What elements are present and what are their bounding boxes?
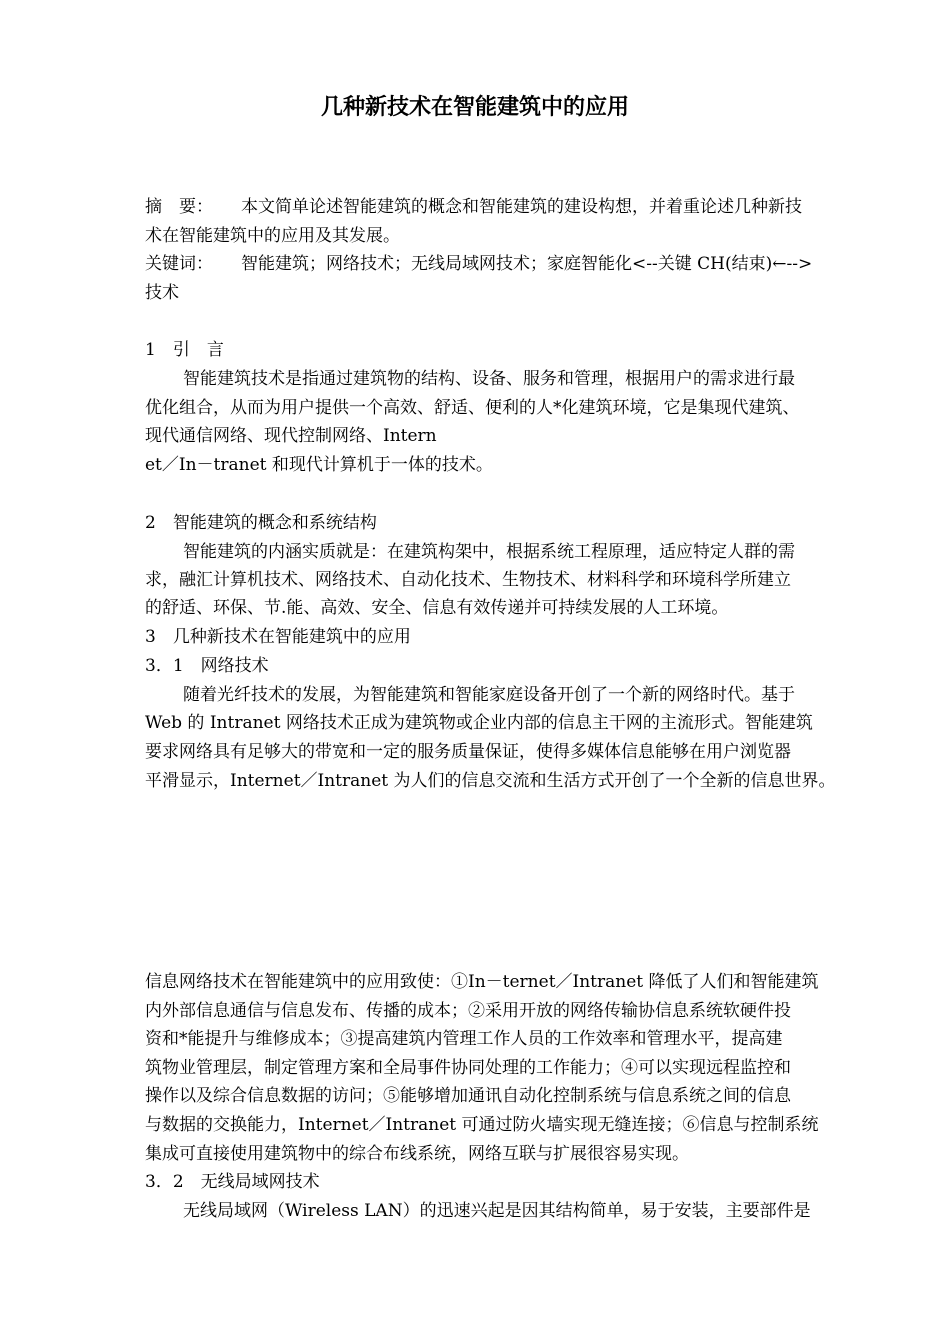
document-title: 几种新技术在智能建筑中的应用: [320, 94, 629, 120]
section-1-line: 现代通信网络、现代控制网络、Intern: [145, 426, 437, 446]
abstract-line-2: 术在智能建筑中的应用及其发展。: [145, 226, 400, 246]
section-3-1-line: 随着光纤技术的发展，为智能建筑和智能家庭设备开创了一个新的网络时代。基于: [183, 685, 795, 705]
section-3-2-line: 无线局域网（Wireless LAN）的迅速兴起是因其结构简单，易于安装，主要部件是: [183, 1201, 811, 1221]
section-3-1-line: Web 的 Intranet 网络技术正成为建筑物或企业内部的信息主干网的主流形式。智能建筑: [145, 713, 813, 733]
section-3-1-line: 集成可直接使用建筑物中的综合布线系统，网络互联与扩展很容易实现。: [145, 1144, 689, 1164]
section-1-line: 智能建筑技术是指通过建筑物的结构、设备、服务和管理，根据用户的需求进行最: [183, 369, 795, 389]
section-3-1-line: 与数据的交换能力，Internet／Intranet 可通过防火墙实现无缝连接；⑥信息与控制系统: [145, 1115, 819, 1135]
section-2-line: 智能建筑的内涵实质就是：在建筑构架中，根据系统工程原理，适应特定人群的需: [183, 542, 795, 562]
abstract-label: 摘 要：: [145, 197, 213, 217]
section-3-1-line: 筑物业管理层，制定管理方案和全局事件协同处理的工作能力；④可以实现远程监控和: [145, 1058, 791, 1078]
section-2-heading: 2 智能建筑的概念和系统结构: [145, 513, 377, 533]
section-3-1-heading: 3．1 网络技术: [145, 656, 269, 676]
section-3-1-line: 平滑显示，Internet／Intranet 为人们的信息交流和生活方式开创了一个全新的信息世界。: [145, 771, 836, 791]
section-3-heading: 3 几种新技术在智能建筑中的应用: [145, 627, 411, 647]
section-3-2-heading: 3．2 无线局域网技术: [145, 1172, 320, 1192]
section-2-line: 的舒适、环保、节.能、高效、安全、信息有效传递并可持续发展的人工环境。: [145, 598, 729, 618]
section-1-line: et／In－tranet 和现代计算机于一体的技术。: [145, 455, 493, 475]
keywords-line-1: [145, 250, 812, 279]
keywords-text-1: 智能建筑；网络技术；无线局域网技术；家庭智能化<--关键 CH(结束)←-->: [241, 254, 813, 274]
section-3-1-line: 资和*能提升与维修成本；③提高建筑内管理工作人员的工作效率和管理水平，提高建: [145, 1029, 783, 1049]
keywords-label: 关键词：: [145, 254, 213, 274]
abstract-text-1: 本文简单论述智能建筑的概念和智能建筑的建设构想，并着重论述几种新技: [241, 197, 802, 217]
keywords-line-2: 技术: [145, 283, 179, 303]
section-2-line: 求，融汇计算机技术、网络技术、自动化技术、生物技术、材料科学和环境科学所建立: [145, 570, 791, 590]
abstract-line-1: [145, 193, 802, 222]
section-3-1-line: 信息网络技术在智能建筑中的应用致使：①In－ternet／Intranet 降低了人们和智能建筑: [145, 972, 819, 992]
section-1-line: 优化组合，从而为用户提供一个高效、舒适、便利的人*化建筑环境，它是集现代建筑、: [145, 398, 800, 418]
section-3-1-line: 内外部信息通信与信息发布、传播的成本；②采用开放的网络传输协信息系统软硬件投: [145, 1001, 791, 1021]
section-3-1-line: 要求网络具有足够大的带宽和一定的服务质量保证，使得多媒体信息能够在用户浏览器: [145, 742, 791, 762]
section-3-1-line: 操作以及综合信息数据的访问；⑤能够增加通讯自动化控制系统与信息系统之间的信息: [145, 1086, 791, 1106]
section-1-heading: 1 引 言: [145, 340, 224, 360]
